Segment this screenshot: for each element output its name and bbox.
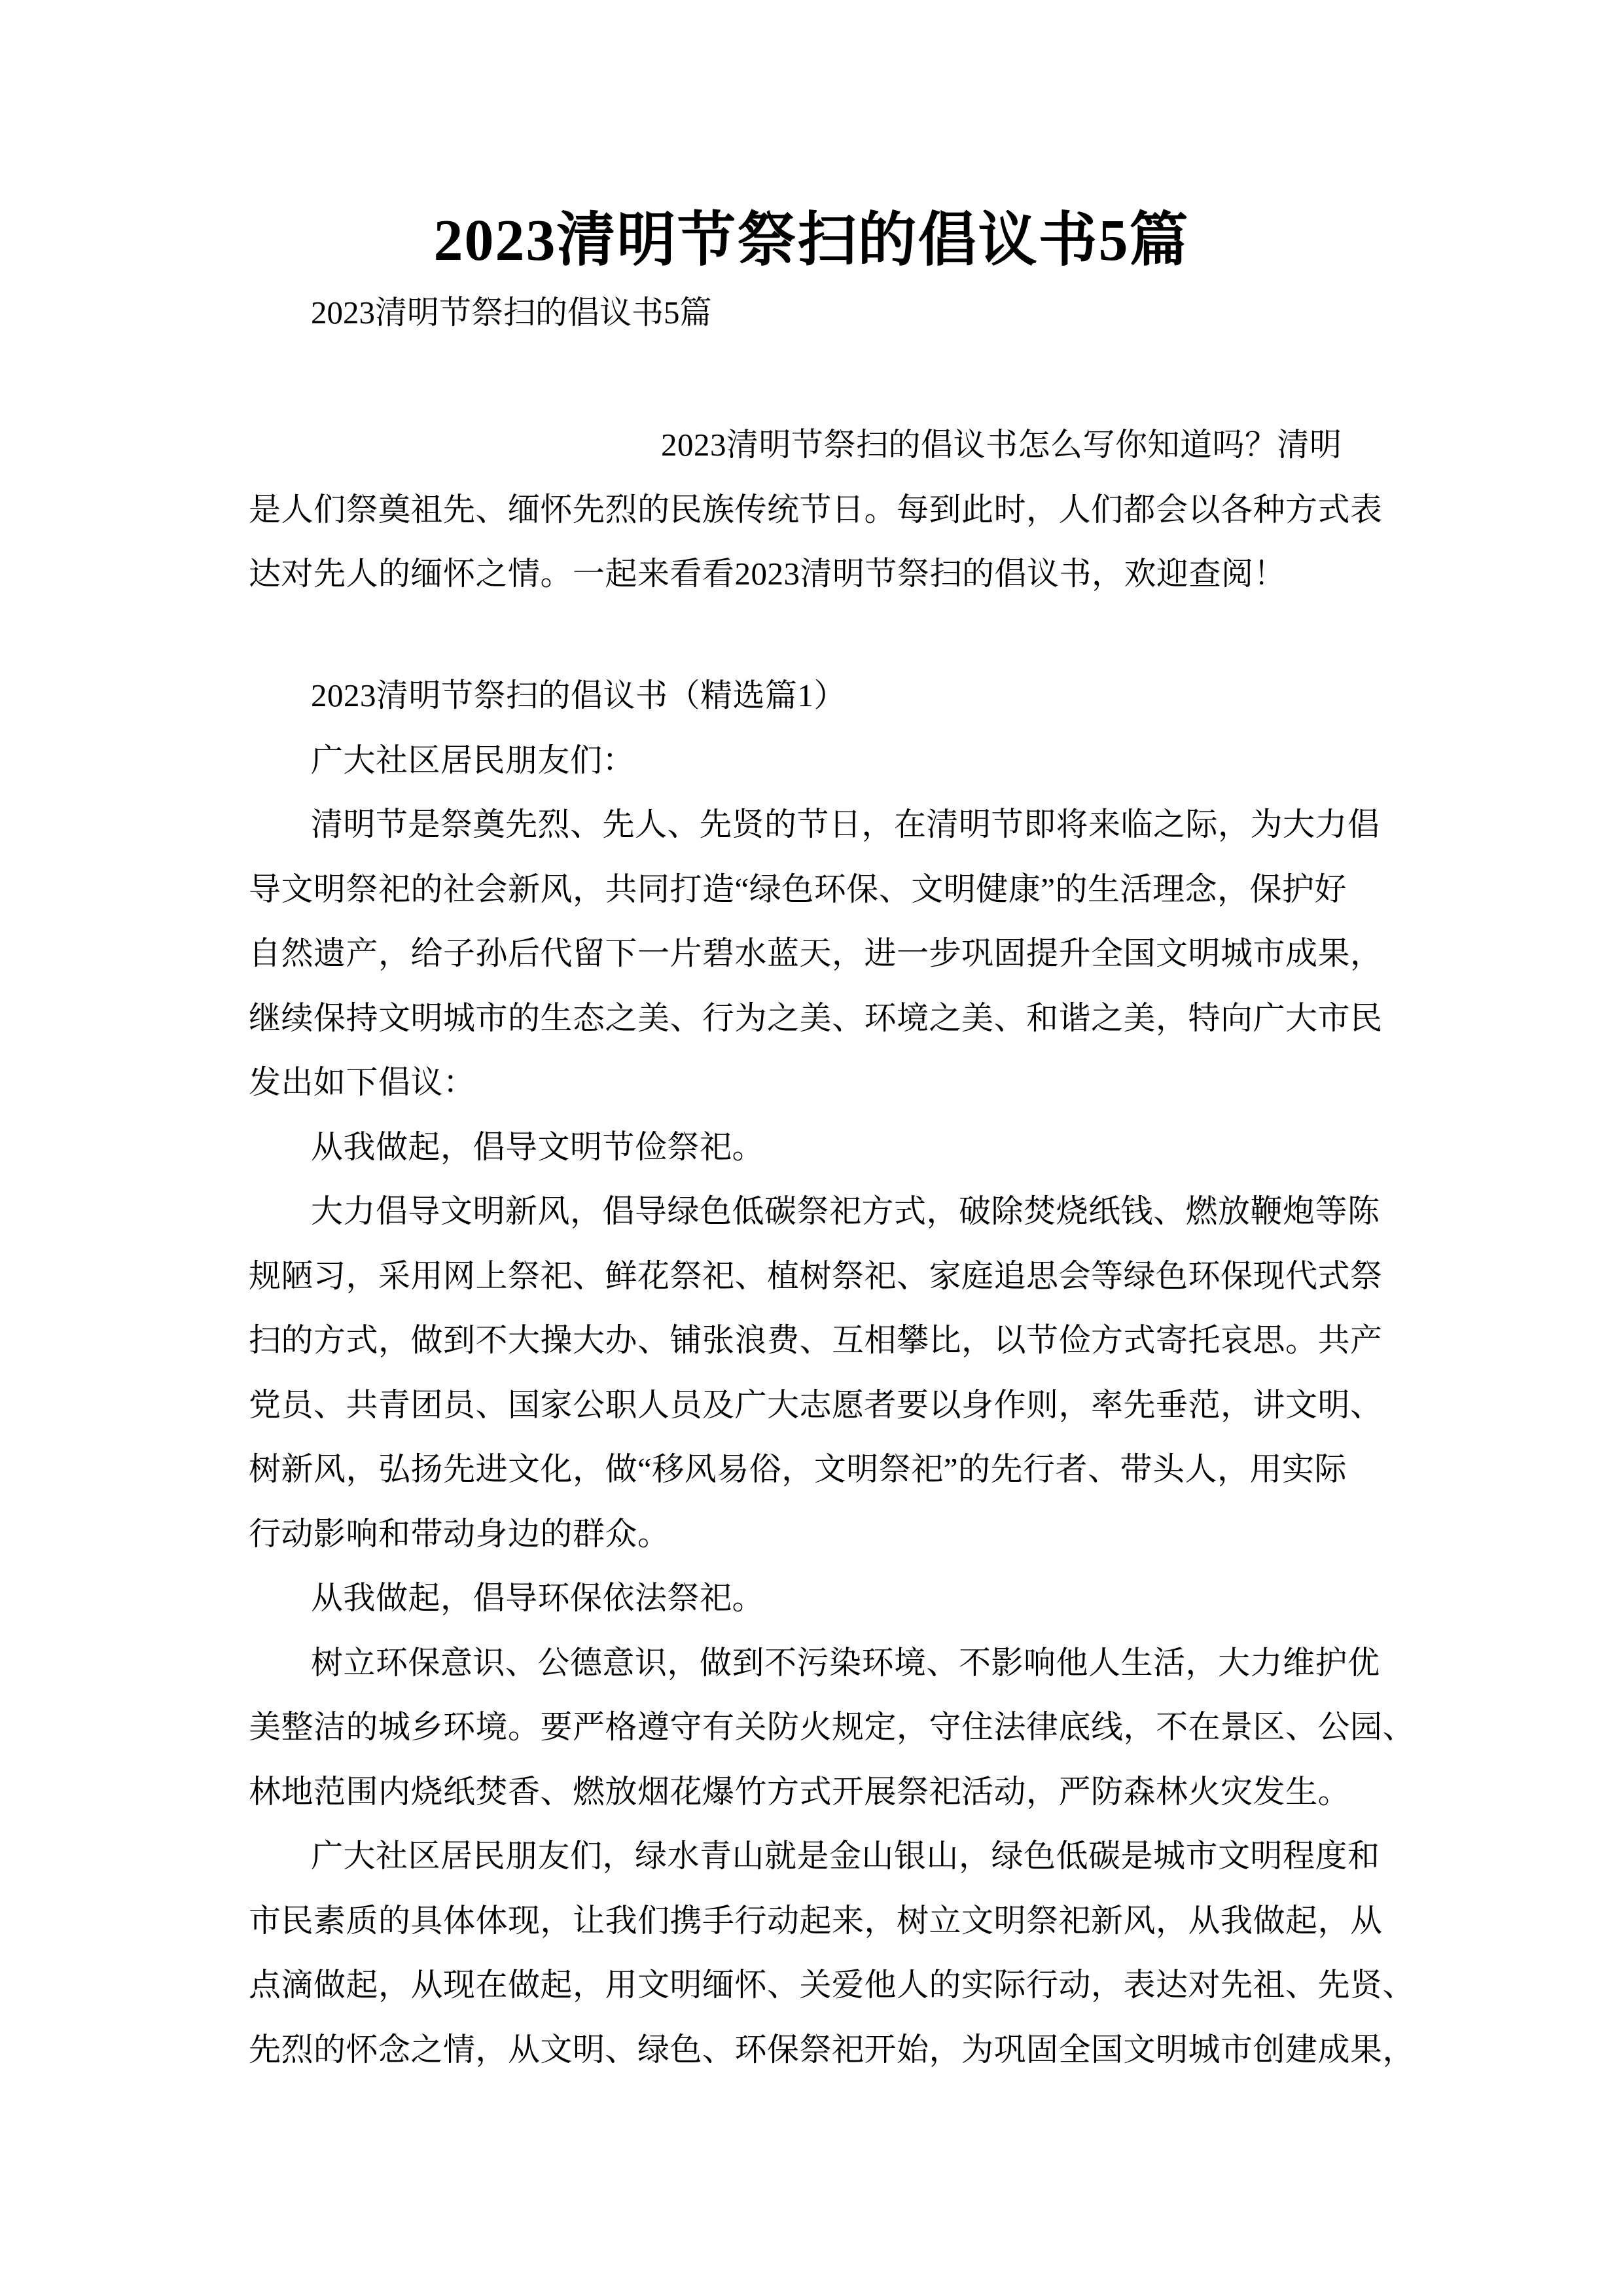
paragraph-civilized [249,1179,1383,1566]
text-line: 2023清明节祭扫的倡议书（精选篇1） [311,677,847,713]
paragraph-intro [249,413,1383,607]
text-line: 发出如下倡议： [249,1064,476,1100]
text-line: 规陋习，采用网上祭祀、鲜花祭祀、植树祭祀、家庭追思会等绿色环保现代式祭 [249,1257,1383,1294]
text-line: 大力倡导文明新风，倡导绿色低碳祭祀方式，破除焚烧纸钱、燃放鞭炮等陈 [311,1193,1380,1229]
paragraph-section-heading [249,664,1378,728]
document-subtitle [249,281,1378,346]
text-line: 行动影响和带动身边的群众。 [249,1515,670,1552]
text-line: 从我做起，倡导环保依法祭祀。 [311,1580,765,1616]
page-title: 2023清明节祭扫的倡议书5篇 [433,208,1190,273]
text-line: 林地范围内烧纸焚香、燃放烟花爆竹方式开展祭祀活动，严防森林火灾发生。 [249,1773,1351,1810]
text-line: 达对先人的缅怀之情。一起来看看2023清明节祭扫的倡议书，欢迎查阅！ [249,556,1287,592]
document-body [249,413,1416,2082]
paragraph-slogan-lawful [249,1566,1378,1631]
text-line: 美整洁的城乡环境。要严格遵守有关防火规定，守住法律底线，不在景区、公园、 [249,1709,1416,1745]
text-line: 党员、共青团员、国家公职人员及广大志愿者要以身作则，率先垂范，讲文明、 [249,1386,1383,1423]
text-line: 清明节是祭奠先烈、先人、先贤的节日，在清明节即将来临之际，为大力倡 [311,806,1380,842]
paragraph-closing [249,1824,1416,2082]
text-line: 树新风，弘扬先进文化，做“移风易俗，文明祭祀”的先行者、带头人，用实际 [249,1451,1347,1487]
paragraph-environment [249,1631,1416,1825]
text-line: 导文明祭祀的社会新风，共同打造“绿色环保、文明健康”的生活理念，保护好 [249,870,1347,907]
text-line: 是人们祭奠祖先、缅怀先烈的民族传统节日。每到此时，人们都会以各种方式表 [249,491,1383,528]
paragraph-slogan-thrifty [249,1115,1378,1180]
text-line: 广大社区居民朋友们，绿水青山就是金山银山，绿色低碳是城市文明程度和 [311,1838,1380,1874]
text-line: 继续保持文明城市的生态之美、行为之美、环境之美、和谐之美，特向广大市民 [249,999,1383,1036]
text-line: 自然遗产，给子孙后代留下一片碧水蓝天，进一步巩固提升全国文明城市成果， [249,935,1383,971]
text-line: 市民素质的具体体现，让我们携手行动起来，树立文明祭祀新风，从我做起，从 [249,1902,1383,1939]
text-line: 先烈的怀念之情，从文明、绿色、环保祭祀开始，为巩固全国文明城市创建成果， [249,2031,1416,2068]
text-line: 2023清明节祭扫的倡议书怎么写你知道吗？清明 [661,427,1342,463]
paragraph-salutation [249,728,1378,793]
paragraph-appeal [249,793,1383,1115]
text-line: 树立环保意识、公德意识，做到不污染环境、不影响他人生活，大力维护优 [311,1644,1380,1681]
text-line: 从我做起，倡导文明节俭祭祀。 [311,1128,765,1165]
text-line: 点滴做起，从现在做起，用文明缅怀、关爱他人的实际行动，表达对先祖、先贤、 [249,1967,1416,2003]
text-line: 广大社区居民朋友们： [311,742,635,778]
text-line: 扫的方式，做到不大操大办、铺张浪费、互相攀比，以节俭方式寄托哀思。共产 [249,1322,1383,1358]
text-line: 2023清明节祭扫的倡议书5篇 [311,295,712,331]
